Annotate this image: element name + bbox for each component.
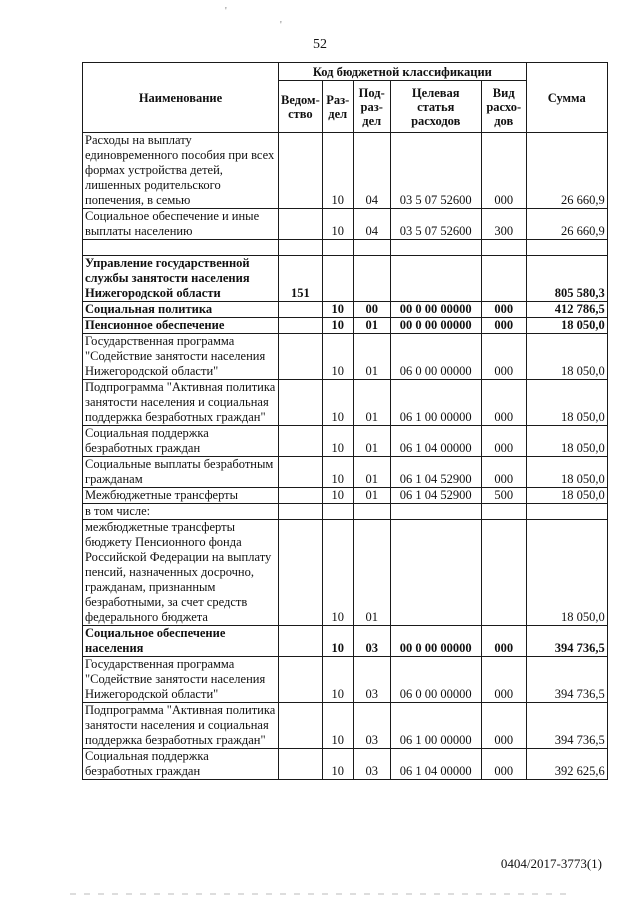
page-number: 52 <box>313 37 327 52</box>
cell-section: 10 <box>322 703 353 749</box>
header-type: Вид расхо-дов <box>481 81 526 133</box>
cell-name: межбюджетные трансферты бюджету Пенсионного фонда Российской Федерации на выплату пенсий, назначенных досрочно, гражданам, признанным безработными, за счет средств федерального бюджета <box>83 520 279 626</box>
cell-amount <box>526 240 607 256</box>
table-row <box>83 426 608 457</box>
cell-target <box>390 256 481 302</box>
table-row <box>83 488 608 504</box>
cell-name: Социальные выплаты безработным гражданам <box>83 457 279 488</box>
header-amount: Сумма <box>526 63 607 133</box>
cell-name: Межбюджетные трансферты <box>83 488 279 504</box>
cell-dept <box>279 504 323 520</box>
table-row <box>83 133 608 209</box>
cell-section: 10 <box>322 488 353 504</box>
cell-type: 000 <box>481 318 526 334</box>
cell-name: Государственная программа "Содействие занятости населения Нижегородской области" <box>83 657 279 703</box>
cell-section: 10 <box>322 457 353 488</box>
cell-dept <box>279 133 323 209</box>
cell-amount: 18 050,0 <box>526 457 607 488</box>
cell-target: 00 0 00 00000 <box>390 626 481 657</box>
cell-type: 000 <box>481 133 526 209</box>
cell-target: 03 5 07 52600 <box>390 209 481 240</box>
cell-type <box>481 256 526 302</box>
cell-target: 03 5 07 52600 <box>390 133 481 209</box>
table-row <box>83 380 608 426</box>
cell-target <box>390 504 481 520</box>
cell-name: Подпрограмма "Активная политика занятости населения и социальная поддержка безработных граждан" <box>83 703 279 749</box>
cell-section: 10 <box>322 657 353 703</box>
header-target: Целевая статья расходов <box>390 81 481 133</box>
cell-section: 10 <box>322 520 353 626</box>
cell-amount: 26 660,9 <box>526 209 607 240</box>
cell-name: Социальная политика <box>83 302 279 318</box>
table-row <box>83 520 608 626</box>
cell-subsection: 03 <box>353 749 390 780</box>
cell-amount: 394 736,5 <box>526 626 607 657</box>
scan-mark: ' <box>280 20 282 31</box>
cell-target: 06 1 04 52900 <box>390 457 481 488</box>
header-dept: Ведом-ство <box>279 81 323 133</box>
cell-dept <box>279 657 323 703</box>
cell-target: 06 1 04 00000 <box>390 426 481 457</box>
cell-dept <box>279 380 323 426</box>
cell-type <box>481 520 526 626</box>
cell-section: 10 <box>322 133 353 209</box>
budget-table <box>82 62 608 780</box>
cell-subsection: 03 <box>353 657 390 703</box>
cell-target: 00 0 00 00000 <box>390 302 481 318</box>
cell-amount: 18 050,0 <box>526 520 607 626</box>
cell-subsection: 00 <box>353 302 390 318</box>
cell-type: 500 <box>481 488 526 504</box>
cell-type: 000 <box>481 657 526 703</box>
cell-dept <box>279 240 323 256</box>
cell-name <box>83 240 279 256</box>
cell-subsection: 03 <box>353 626 390 657</box>
scan-mark: ' <box>225 6 227 17</box>
cell-name: Социальное обеспечение населения <box>83 626 279 657</box>
cell-subsection: 03 <box>353 703 390 749</box>
cell-section <box>322 240 353 256</box>
cell-section: 10 <box>322 209 353 240</box>
cell-section <box>322 256 353 302</box>
cell-target: 06 0 00 00000 <box>390 657 481 703</box>
cell-amount: 805 580,3 <box>526 256 607 302</box>
cell-subsection: 01 <box>353 520 390 626</box>
cell-section <box>322 504 353 520</box>
cell-dept <box>279 488 323 504</box>
table-body <box>83 133 608 780</box>
cell-target: 06 1 04 00000 <box>390 749 481 780</box>
scan-artifact <box>70 893 570 895</box>
cell-type <box>481 240 526 256</box>
cell-dept <box>279 749 323 780</box>
cell-dept: 151 <box>279 256 323 302</box>
cell-name: Управление государственной службы занятости населения Нижегородской области <box>83 256 279 302</box>
header-section: Раз-дел <box>322 81 353 133</box>
cell-section: 10 <box>322 318 353 334</box>
cell-name: Государственная программа "Содействие занятости населения Нижегородской области" <box>83 334 279 380</box>
cell-amount <box>526 504 607 520</box>
cell-subsection: 04 <box>353 133 390 209</box>
cell-section: 10 <box>322 426 353 457</box>
cell-subsection: 01 <box>353 318 390 334</box>
cell-type: 000 <box>481 426 526 457</box>
cell-target: 06 1 04 52900 <box>390 488 481 504</box>
cell-subsection: 04 <box>353 209 390 240</box>
cell-dept <box>279 302 323 318</box>
cell-section: 10 <box>322 380 353 426</box>
cell-target <box>390 240 481 256</box>
cell-subsection <box>353 504 390 520</box>
table-row <box>83 504 608 520</box>
cell-name: Расходы на выплату единовременного пособия при всех формах устройства детей, лишенных родительского попечения, в семью <box>83 133 279 209</box>
cell-type: 300 <box>481 209 526 240</box>
cell-section: 10 <box>322 302 353 318</box>
cell-type: 000 <box>481 626 526 657</box>
cell-amount: 392 625,6 <box>526 749 607 780</box>
table-row <box>83 318 608 334</box>
header-name: Наименование <box>83 63 279 133</box>
cell-amount: 18 050,0 <box>526 318 607 334</box>
cell-target: 00 0 00 00000 <box>390 318 481 334</box>
cell-subsection: 01 <box>353 488 390 504</box>
cell-name: Пенсионное обеспечение <box>83 318 279 334</box>
cell-target <box>390 520 481 626</box>
table-row <box>83 240 608 256</box>
header-subsection: Под-раз-дел <box>353 81 390 133</box>
cell-type: 000 <box>481 703 526 749</box>
cell-dept <box>279 703 323 749</box>
cell-section: 10 <box>322 334 353 380</box>
table-row <box>83 209 608 240</box>
table-row <box>83 657 608 703</box>
cell-type: 000 <box>481 749 526 780</box>
cell-target: 06 1 00 00000 <box>390 703 481 749</box>
document-code: 0404/2017-3773(1) <box>500 856 602 871</box>
cell-amount: 18 050,0 <box>526 334 607 380</box>
cell-amount: 394 736,5 <box>526 703 607 749</box>
cell-subsection: 01 <box>353 334 390 380</box>
cell-amount: 18 050,0 <box>526 488 607 504</box>
cell-dept <box>279 209 323 240</box>
cell-type: 000 <box>481 302 526 318</box>
cell-name: Подпрограмма "Активная политика занятости населения и социальная поддержка безработных граждан" <box>83 380 279 426</box>
cell-target: 06 1 00 00000 <box>390 380 481 426</box>
table-row <box>83 334 608 380</box>
cell-section: 10 <box>322 749 353 780</box>
cell-type <box>481 504 526 520</box>
cell-dept <box>279 626 323 657</box>
cell-name: Социальная поддержка безработных граждан <box>83 749 279 780</box>
header-classification: Код бюджетной классификации <box>279 63 527 81</box>
table-row <box>83 626 608 657</box>
cell-type: 000 <box>481 334 526 380</box>
cell-target: 06 0 00 00000 <box>390 334 481 380</box>
cell-section: 10 <box>322 626 353 657</box>
cell-amount: 18 050,0 <box>526 380 607 426</box>
cell-name: Социальная поддержка безработных граждан <box>83 426 279 457</box>
cell-amount: 412 786,5 <box>526 302 607 318</box>
table-row <box>83 703 608 749</box>
cell-dept <box>279 426 323 457</box>
cell-subsection: 01 <box>353 426 390 457</box>
cell-subsection <box>353 240 390 256</box>
cell-dept <box>279 457 323 488</box>
cell-name: в том числе: <box>83 504 279 520</box>
cell-amount: 18 050,0 <box>526 426 607 457</box>
cell-dept <box>279 520 323 626</box>
cell-subsection <box>353 256 390 302</box>
cell-amount: 26 660,9 <box>526 133 607 209</box>
cell-subsection: 01 <box>353 380 390 426</box>
table-row <box>83 256 608 302</box>
table-row <box>83 749 608 780</box>
cell-subsection: 01 <box>353 457 390 488</box>
table-row <box>83 457 608 488</box>
table-row <box>83 302 608 318</box>
cell-amount: 394 736,5 <box>526 657 607 703</box>
cell-type: 000 <box>481 457 526 488</box>
cell-type: 000 <box>481 380 526 426</box>
cell-dept <box>279 318 323 334</box>
cell-name: Социальное обеспечение и иные выплаты населению <box>83 209 279 240</box>
cell-dept <box>279 334 323 380</box>
